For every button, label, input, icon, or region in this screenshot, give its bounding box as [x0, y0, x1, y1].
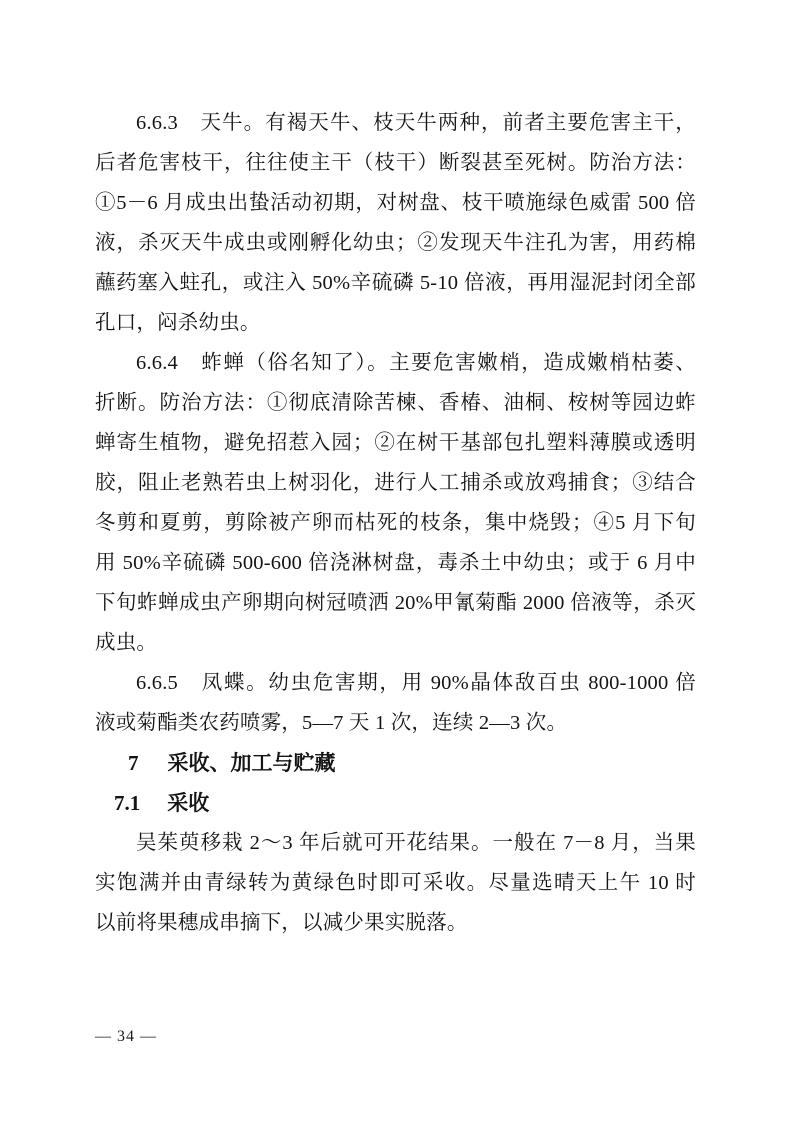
heading-title: 采收、加工与贮藏 [167, 751, 336, 775]
text-line: 6.6.3 天牛。有褐天牛、枝天牛两种，前者主要危害主干， [136, 112, 696, 134]
section-6-6-5-fengdie [95, 663, 696, 743]
section-6-6-3-tianniu [95, 103, 696, 343]
text-line: 成虫。 [95, 632, 158, 654]
text-line: 6.6.5 凤蝶。幼虫危害期，用 90%晶体敌百虫 800-1000 倍 [136, 672, 696, 694]
document-body [95, 103, 696, 943]
heading-7 [95, 743, 696, 783]
text-line: 孔口，闷杀幼虫。 [95, 312, 261, 334]
text-line: 液，杀灭天牛成虫或刚孵化幼虫；②发现天牛注孔为害，用药棉 [95, 232, 696, 254]
text-line: 以前将果穗成串摘下，以减少果实脱落。 [95, 912, 468, 934]
text-line: 后者危害枝干，往往使主干（枝干）断裂甚至死树。防治方法： [95, 152, 696, 174]
text-line: 用 50%辛硫磷 500-600 倍浇淋树盘，毒杀土中幼虫；或于 6 月中 [95, 552, 696, 574]
text-line: 液或菊酯类农药喷雾，5—7 天 1 次，连续 2—3 次。 [95, 712, 568, 734]
text-line: 吴茱萸移栽 2～3 年后就可开花结果。一般在 7－8 月，当果 [136, 832, 696, 854]
page-number: — 34 — [95, 1028, 157, 1045]
text-line: 蘸药塞入蛀孔，或注入 50%辛硫磷 5-10 倍液，再用湿泥封闭全部 [95, 272, 696, 294]
heading-number: 7 [128, 751, 139, 775]
heading-7-1 [95, 783, 696, 823]
section-7-1-body [95, 823, 696, 943]
text-line: 蝉寄生植物，避免招惹入园；②在树干基部包扎塑料薄膜或透明 [95, 432, 696, 454]
text-line: ①5－6 月成虫出蛰活动初期，对树盘、枝干喷施绿色威雷 500 倍 [95, 192, 696, 214]
text-line: 胶，阻止老熟若虫上树羽化，进行人工捕杀或放鸡捕食；③结合 [95, 472, 696, 494]
heading-title: 采收 [167, 791, 210, 815]
text-line: 冬剪和夏剪，剪除被产卵而枯死的枝条，集中烧毁；④5 月下旬 [95, 512, 696, 534]
section-6-6-4-zhachan [95, 343, 696, 663]
text-line: 下旬蚱蝉成虫产卵期向树冠喷洒 20%甲氰菊酯 2000 倍液等，杀灭 [95, 592, 696, 614]
text-line: 6.6.4 蚱蝉（俗名知了）。主要危害嫩梢，造成嫩梢枯萎、 [136, 352, 696, 374]
heading-number: 7.1 [114, 791, 141, 815]
text-line: 实饱满并由青绿转为黄绿色时即可采收。尽量选晴天上午 10 时 [95, 872, 696, 894]
text-line: 折断。防治方法：①彻底清除苦楝、香椿、油桐、桉树等园边蚱 [95, 392, 696, 414]
